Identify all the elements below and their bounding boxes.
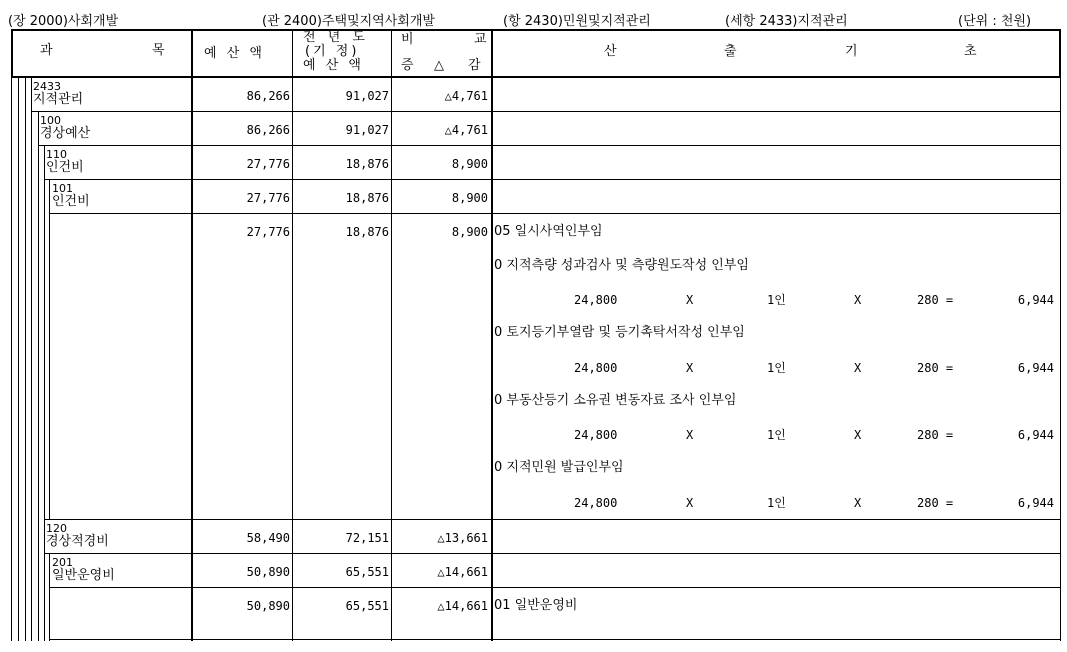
column-divider	[391, 29, 392, 641]
detail-people: 1인	[767, 293, 786, 307]
header-cmp-4: △	[434, 58, 444, 73]
row-code: 201	[52, 556, 73, 569]
row-diff: △14,661	[437, 599, 488, 613]
row-name: 경상예산	[40, 126, 91, 141]
hierarchy-line	[31, 77, 32, 641]
detail-total: 6,944	[1017, 361, 1054, 375]
table-top-border	[11, 29, 1061, 31]
detail-total: 6,944	[1017, 496, 1054, 510]
row-budget: 86,266	[246, 123, 290, 137]
header-cmp-2: 교	[474, 32, 487, 47]
detail-days: 280 =	[917, 361, 954, 375]
header-cmp-1: 비	[401, 32, 414, 47]
hierarchy-line	[11, 77, 12, 641]
row-separator	[38, 145, 1061, 146]
hierarchy-line	[25, 77, 26, 641]
row-diff: 8,900	[451, 157, 488, 171]
detail-last: 01 일반운영비	[494, 598, 578, 613]
detail-total: 6,944	[1017, 428, 1054, 442]
hierarchy-line	[44, 145, 45, 641]
hierarchy-line	[49, 554, 50, 641]
detail-total: 6,944	[1017, 293, 1054, 307]
row-budget: 27,776	[246, 191, 290, 205]
header-basis-1: 산	[604, 44, 617, 59]
row-code: 110	[46, 148, 67, 161]
detail-rate: 24,800	[574, 496, 618, 510]
table-left-border	[11, 29, 13, 78]
detail-times: X	[686, 361, 694, 375]
row-separator	[49, 587, 1061, 588]
row-budget: 27,776	[246, 157, 290, 171]
detail-days: 280 =	[917, 293, 954, 307]
row-name: 인건비	[46, 160, 84, 175]
header-budget: 예 산 액	[204, 46, 265, 61]
hierarchy-line	[38, 111, 39, 641]
header-cmp-5: 감	[468, 58, 481, 73]
header-gwamok-2: 목	[152, 43, 165, 58]
row-prev: 65,551	[345, 565, 389, 579]
row-code: 101	[52, 182, 73, 195]
row-budget: 27,776	[246, 225, 290, 239]
hierarchy-line	[49, 179, 50, 520]
row-prev: 72,151	[345, 531, 389, 545]
header-basis-2: 출	[724, 44, 737, 59]
row-separator	[44, 553, 1061, 554]
detail-times: X	[854, 496, 862, 510]
row-budget: 50,890	[246, 599, 290, 613]
header-prev-2: (기 정)	[305, 44, 360, 59]
detail-title: 05 일시사역인부임	[494, 224, 603, 239]
row-budget: 50,890	[246, 565, 290, 579]
row-prev: 18,876	[345, 225, 389, 239]
detail-times: X	[854, 361, 862, 375]
row-separator	[44, 179, 1061, 180]
detail-item-label: 0 지적측량 성과검사 및 측량원도작성 인부임	[494, 258, 749, 273]
header-gwamok-1: 과	[40, 43, 53, 58]
detail-times: X	[686, 496, 694, 510]
unit-label: (단위 : 천원)	[958, 14, 1032, 29]
row-prev: 91,027	[345, 89, 389, 103]
detail-times: X	[854, 293, 862, 307]
row-code: 120	[46, 522, 67, 535]
header-basis-3: 기	[845, 44, 858, 59]
detail-rate: 24,800	[574, 293, 618, 307]
row-diff: △4,761	[444, 123, 488, 137]
row-name: 인건비	[52, 194, 90, 209]
subitem-label: (세항 2433)지적관리	[725, 14, 848, 29]
header-prev-1: 전 년 도	[303, 30, 369, 45]
row-separator	[31, 111, 1061, 112]
detail-people: 1인	[767, 428, 786, 442]
detail-times: X	[686, 428, 694, 442]
column-divider	[191, 29, 193, 641]
detail-people: 1인	[767, 361, 786, 375]
row-name: 일반운영비	[52, 568, 115, 583]
row-diff: △14,661	[437, 565, 488, 579]
header-cmp-3: 증	[401, 58, 414, 73]
column-divider	[292, 29, 293, 641]
row-diff: △13,661	[437, 531, 488, 545]
table-right-border	[1060, 77, 1061, 641]
detail-days: 280 =	[917, 428, 954, 442]
detail-rate: 24,800	[574, 361, 618, 375]
row-budget: 86,266	[246, 89, 290, 103]
table-right-border	[1059, 29, 1061, 78]
row-diff: 8,900	[451, 225, 488, 239]
row-separator	[49, 639, 1061, 640]
section-label: (관 2400)주택및지역사회개발	[262, 14, 435, 29]
row-name: 지적관리	[33, 92, 84, 107]
detail-times: X	[854, 428, 862, 442]
row-name: 경상적경비	[46, 534, 109, 549]
item-label: (항 2430)민원및지적관리	[503, 14, 651, 29]
row-prev: 65,551	[345, 599, 389, 613]
header-bottom-border	[11, 76, 1061, 78]
header-basis-4: 초	[964, 44, 977, 59]
chapter-label: (장 2000)사회개발	[8, 14, 119, 29]
row-prev: 18,876	[345, 157, 389, 171]
detail-times: X	[686, 293, 694, 307]
detail-days: 280 =	[917, 496, 954, 510]
row-diff: △4,761	[444, 89, 488, 103]
detail-item-label: 0 지적민원 발급인부임	[494, 460, 624, 475]
detail-people: 1인	[767, 496, 786, 510]
row-budget: 58,490	[246, 531, 290, 545]
detail-rate: 24,800	[574, 428, 618, 442]
column-divider	[491, 29, 493, 641]
row-code: 2433	[33, 80, 61, 93]
header-prev-3: 예 산 액	[303, 58, 364, 73]
row-separator	[44, 519, 1061, 520]
row-prev: 91,027	[345, 123, 389, 137]
hierarchy-line	[18, 77, 19, 641]
row-diff: 8,900	[451, 191, 488, 205]
detail-item-label: 0 부동산등기 소유권 변동자료 조사 인부임	[494, 393, 737, 408]
row-code: 100	[40, 114, 61, 127]
row-separator	[49, 213, 1061, 214]
row-prev: 18,876	[345, 191, 389, 205]
detail-item-label: 0 토지등기부열람 및 등기촉탁서작성 인부임	[494, 325, 745, 340]
